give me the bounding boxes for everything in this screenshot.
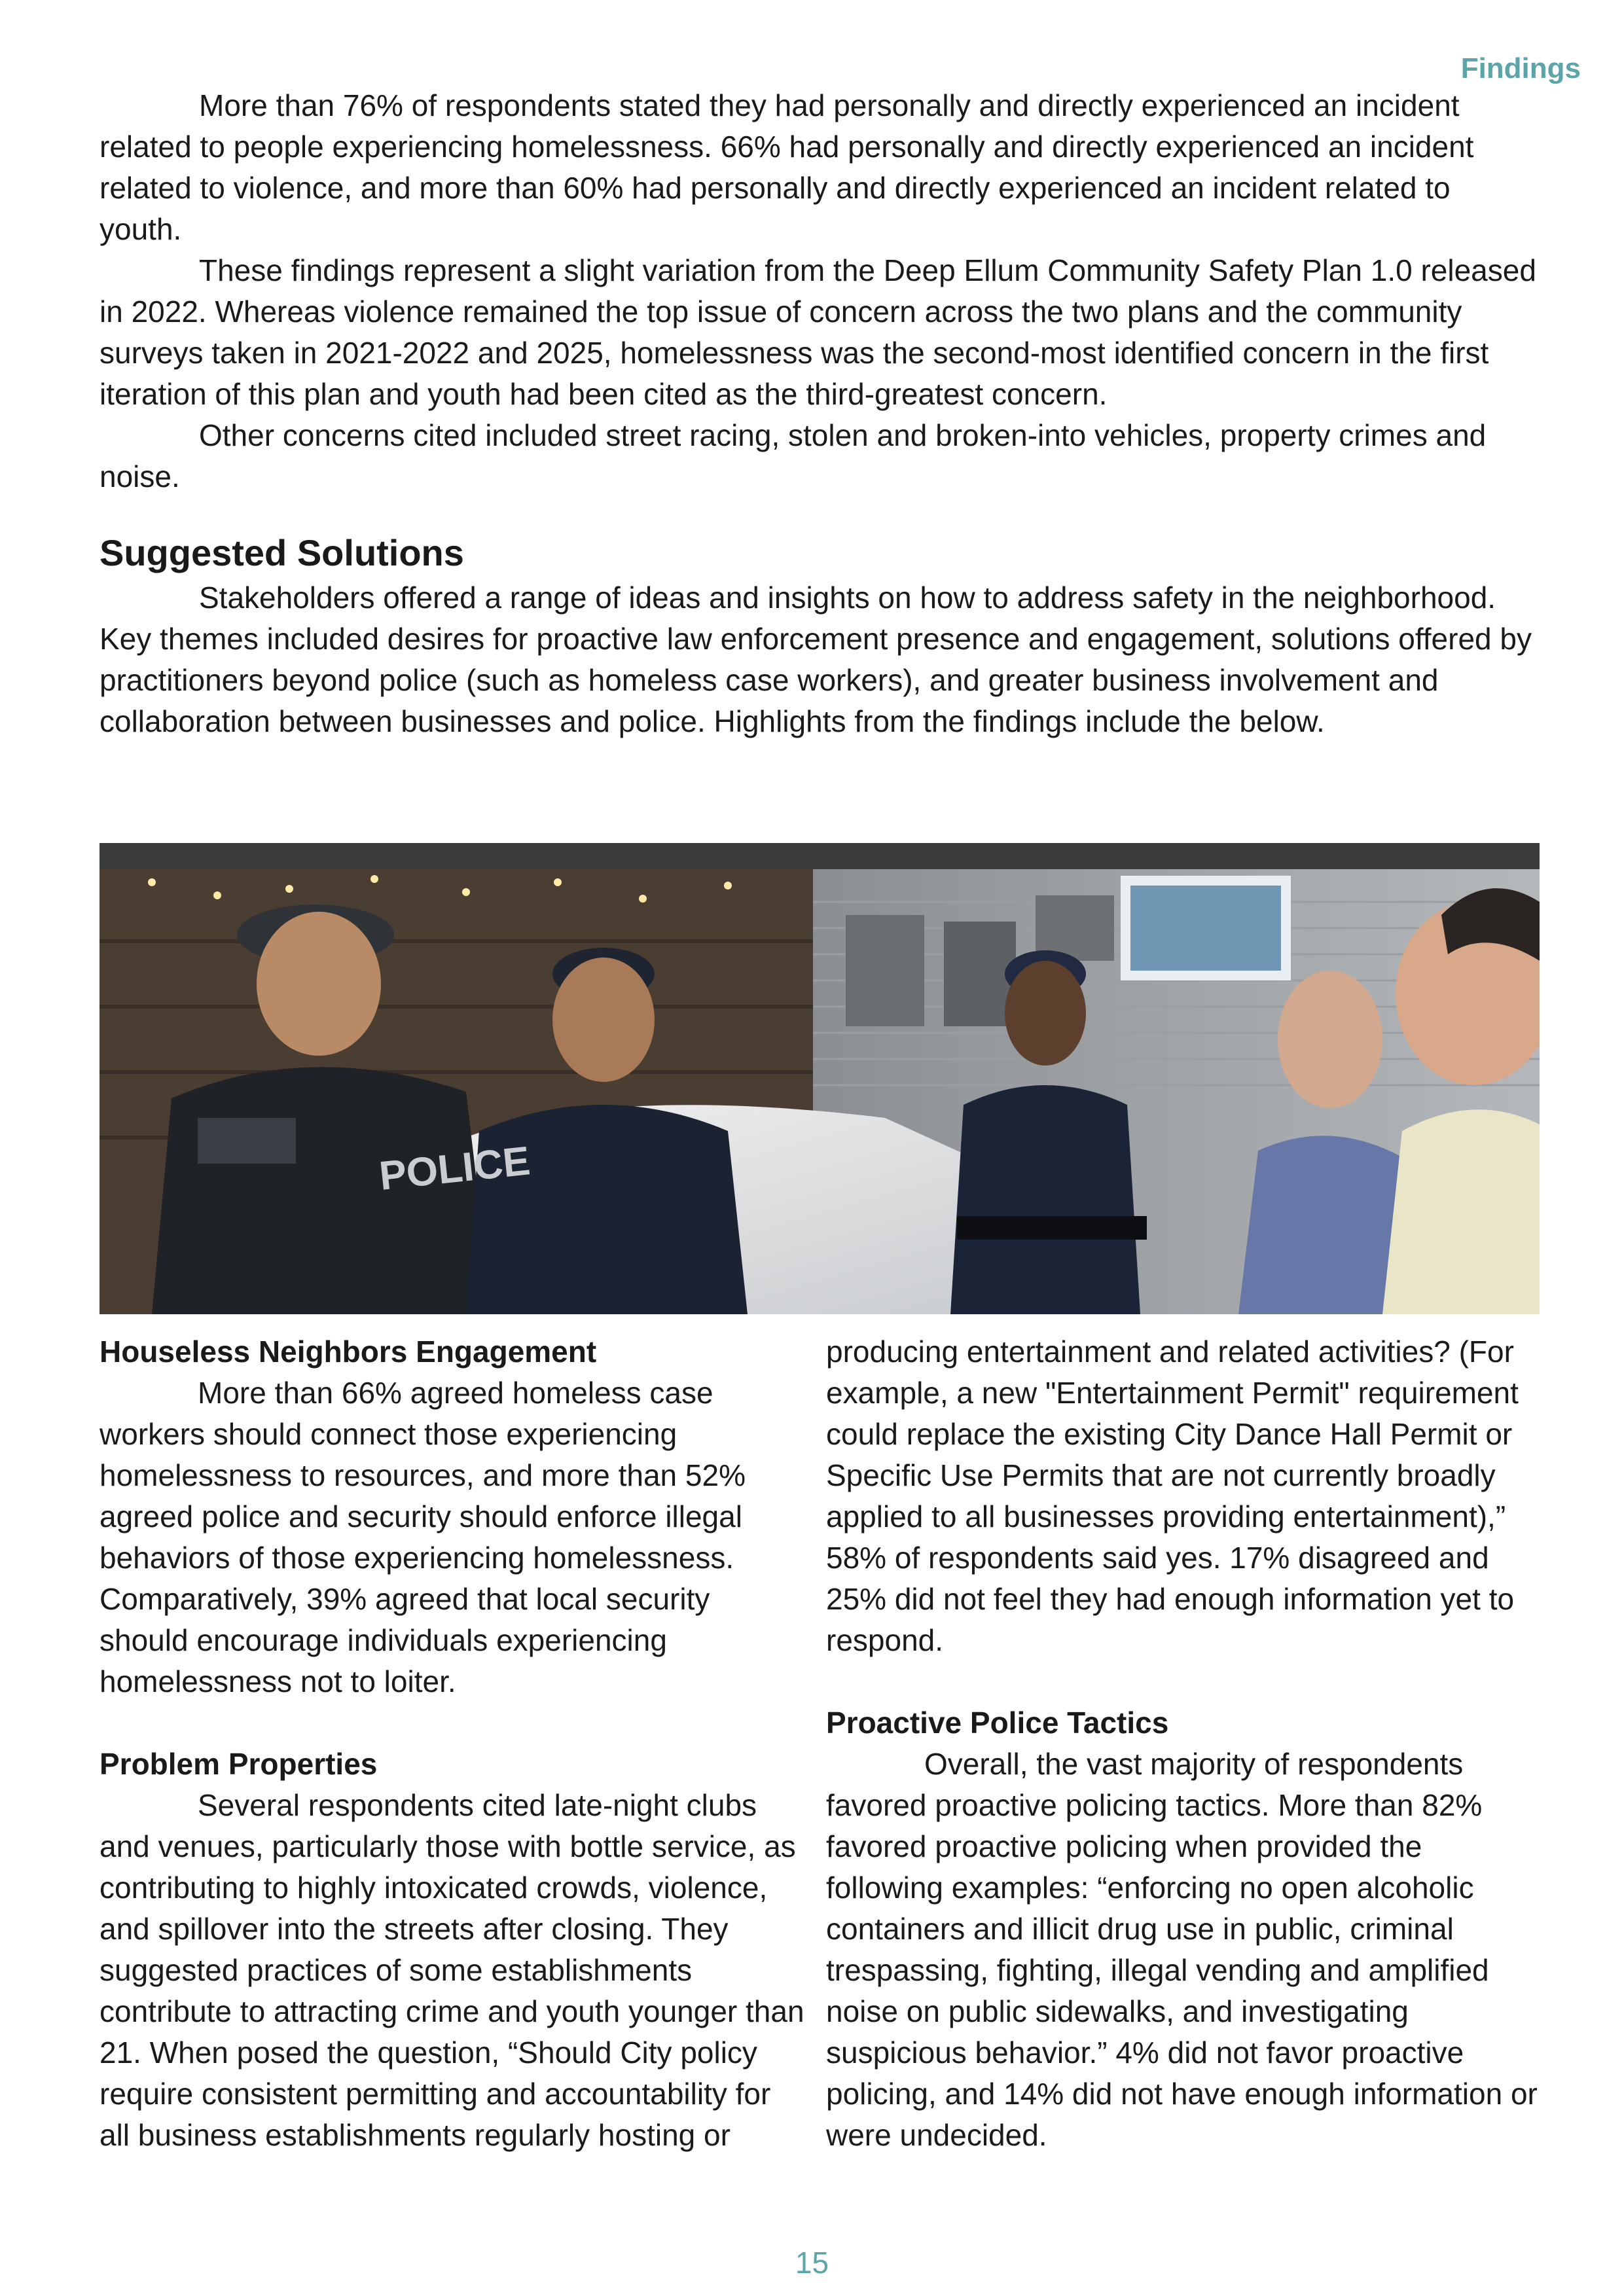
page-number: 15 [795,2246,829,2280]
police-photo [99,843,1540,1314]
intro-section [99,85,1540,742]
two-column-section [99,1331,1540,2156]
intro-paragraph-1: More than 76% of respondents stated they had personally and directly experienced an incident related to people experiencing homelessness. 66% had personally and directly experienced an incident related to violence, and more than 60% had personally and directly experienced an incident related to youth. [99,88,1474,246]
houseless-neighbors-heading: Houseless Neighbors Engagement [99,1335,597,1369]
section-label: Findings [1460,52,1581,84]
suggested-solutions-heading: Suggested Solutions [99,532,464,573]
right-column [826,1331,1540,2156]
suggested-solutions-paragraph: Stakeholders offered a range of ideas and insights on how to address safety in the neighborhood. Key themes included desires for proactive law enforcement presence and engagement, solutions offered by practitioners beyond police (such as homeless case workers), and greater business involvement and collaboration between businesses and police. Highlights from the findings include the below. [99,581,1532,738]
intro-paragraph-3: Other concerns cited included street racing, stolen and broken-into vehicles, property crimes and noise. [99,418,1487,493]
problem-properties-heading: Problem Properties [99,1747,378,1781]
police-badge-text: POLICE [377,1138,533,1199]
spacer [99,1702,806,1744]
intro-paragraph-2: These findings represent a slight variation from the Deep Ellum Community Safety Plan 1.0 released in 2022. Whereas violence remained the top issue of concern across the two plans and the community surveys taken in 2021-2022 and 2025, homelessness was the second-most identified concern in the first iteration of this plan and youth had been cited as the third-greatest concern. [99,253,1536,411]
proactive-police-paragraph: Overall, the vast majority of respondents favored proactive policing tactics. More than 82% favored proactive policing when provided the following examples: “enforcing no open alcoholic containers and illicit drug use in public, criminal trespassing, fighting, illegal vending and amplified noise on public sidewalks, and investigating suspicious behavior.” 4% did not favor proactive policing, and 14% did not have enough information or were undecided. [826,1747,1538,2152]
left-column [99,1331,806,2156]
spacer [826,1661,1540,1702]
problem-properties-continuation: producing entertainment and related activities? (For example, a new "Entertainment Permit" requirement could replace the existing City Dance Hall Permit or Specific Use Permits that are not currently broadly applied to all businesses providing entertainment),” 58% of respondents said yes. 17% disagreed and 25% did not feel they had enough information yet to respond. [826,1335,1519,1657]
houseless-neighbors-paragraph: More than 66% agreed homeless case workers should connect those experiencing homelessness to resources, and more than 52% agreed police and security should enforce illegal behaviors of those experiencing homelessness. Comparatively, 39% agreed that local security should encourage individuals experiencing homelessness not to loiter. [99,1376,746,1698]
problem-properties-paragraph: Several respondents cited late-night clubs and venues, particularly those with bottle service, as contributing to highly intoxicated crowds, violence, and spillover into the streets after closing. They suggested practices of some establishments contribute to attracting crime and youth younger than 21. When posed the question, “Should City policy require consistent permitting and accountability for all business establishments regularly hosting or [99,1788,804,2152]
proactive-police-heading: Proactive Police Tactics [826,1706,1169,1740]
